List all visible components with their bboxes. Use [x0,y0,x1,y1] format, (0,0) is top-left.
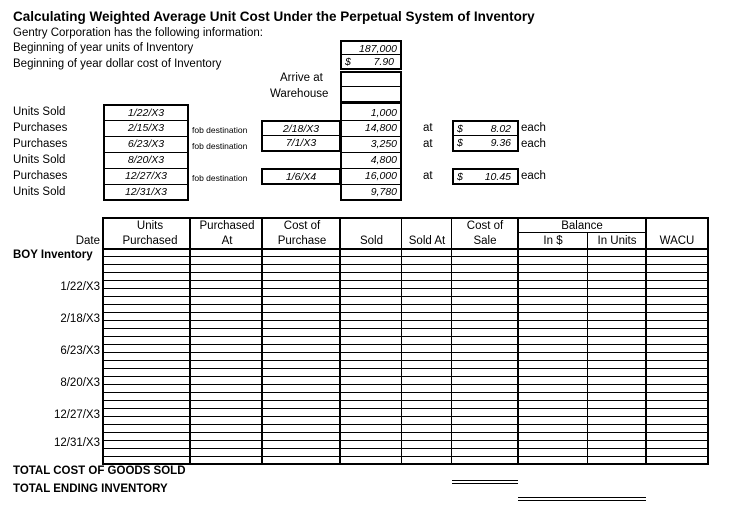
header-sold: Sold [359,235,384,247]
header-in-dollars: In $ [543,235,563,247]
currency-symbol: $ [457,171,463,183]
txn-type: Units Sold [13,154,66,166]
header-cost-of-sale: Sale [473,235,497,247]
txn-date[interactable]: 2/15/X3 [105,121,187,137]
row-label-boy: BOY Inventory [13,249,93,261]
table-border [102,217,709,465]
boy-cost-value: 7.90 [373,56,394,68]
arrive-box [340,71,402,103]
row-label-date: 12/27/X3 [53,409,100,421]
txn-type: Units Sold [13,186,66,198]
row-label-date: 1/22/X3 [60,281,100,293]
total-ending-label: TOTAL ENDING INVENTORY [13,483,168,495]
header-units: Purchased [122,235,178,247]
boy-units-value[interactable]: 187,000 [342,42,400,55]
arrive-date[interactable]: 2/18/X3 [263,122,339,136]
txn-date[interactable]: 1/22/X3 [105,106,187,121]
txn-units[interactable]: 16,000 [342,169,400,185]
header-in-units: In Units [597,235,637,247]
unit-price: 8.02 [490,123,511,135]
at-label: at [423,122,433,134]
txn-date[interactable]: 6/23/X3 [105,137,187,153]
header-units: Units [136,220,164,232]
row-label-date: 12/31/X3 [53,437,100,449]
arrive-date[interactable]: 7/1/X3 [263,136,339,150]
unit-price: 9.36 [490,137,511,149]
txn-type: Purchases [13,138,68,150]
header-cost-of-purchase: Purchase [277,235,327,247]
currency-symbol: $ [457,137,463,149]
fob-label: fob destination [192,125,248,135]
row-label-date: 6/23/X3 [60,345,100,357]
intro-text: Gentry Corporation has the following information: [13,27,263,39]
currency-symbol: $ [457,123,463,135]
currency-symbol: $ [345,56,351,68]
header-date: Date [75,235,100,247]
page-title: Calculating Weighted Average Unit Cost Under the Perpetual System of Inventory [13,9,535,24]
price-cell[interactable] [454,122,517,136]
arrive-date[interactable]: 1/6/X4 [263,170,339,183]
each-label: each [521,138,546,150]
arrive-header-2: Warehouse [270,88,329,100]
arrive-header-1: Arrive at [280,72,323,84]
txn-date[interactable]: 12/31/X3 [105,185,187,199]
unit-price: 10.45 [484,171,511,183]
boy-cost-cell[interactable] [342,55,400,68]
each-label: each [521,170,546,182]
header-cost-of-sale: Cost of [466,220,504,232]
fob-label: fob destination [192,141,248,151]
txn-units[interactable]: 4,800 [342,153,400,169]
cogs-double-underline [452,480,518,481]
txn-units[interactable]: 1,000 [342,104,400,121]
txn-units[interactable]: 3,250 [342,137,400,153]
at-label: at [423,138,433,150]
txn-type: Purchases [13,170,68,182]
txn-date[interactable]: 8/20/X3 [105,153,187,169]
price-cell[interactable] [454,136,517,150]
boy-units-label: Beginning of year units of Inventory [13,42,194,54]
txn-units[interactable]: 14,800 [342,121,400,137]
row-label-date: 2/18/X3 [60,313,100,325]
header-balance: Balance [561,220,603,232]
row-label-date: 8/20/X3 [60,377,100,389]
each-label: each [521,122,546,134]
header-cost-of-purchase: Cost of [283,220,321,232]
txn-units[interactable]: 9,780 [342,185,400,199]
ending-double-underline [518,497,646,498]
header-sold-at: Sold At [408,235,446,247]
boy-cost-label: Beginning of year dollar cost of Inventory [13,58,222,70]
header-wacu: WACU [659,235,695,247]
total-cogs-label: TOTAL COST OF GOODS SOLD [13,465,186,477]
txn-type: Purchases [13,122,68,134]
header-purchased-at: At [221,235,233,247]
txn-date[interactable]: 12/27/X3 [105,169,187,185]
price-cell[interactable] [454,170,517,183]
txn-type: Units Sold [13,106,66,118]
fob-label: fob destination [192,173,248,183]
at-label: at [423,170,433,182]
header-purchased-at: Purchased [199,220,255,232]
